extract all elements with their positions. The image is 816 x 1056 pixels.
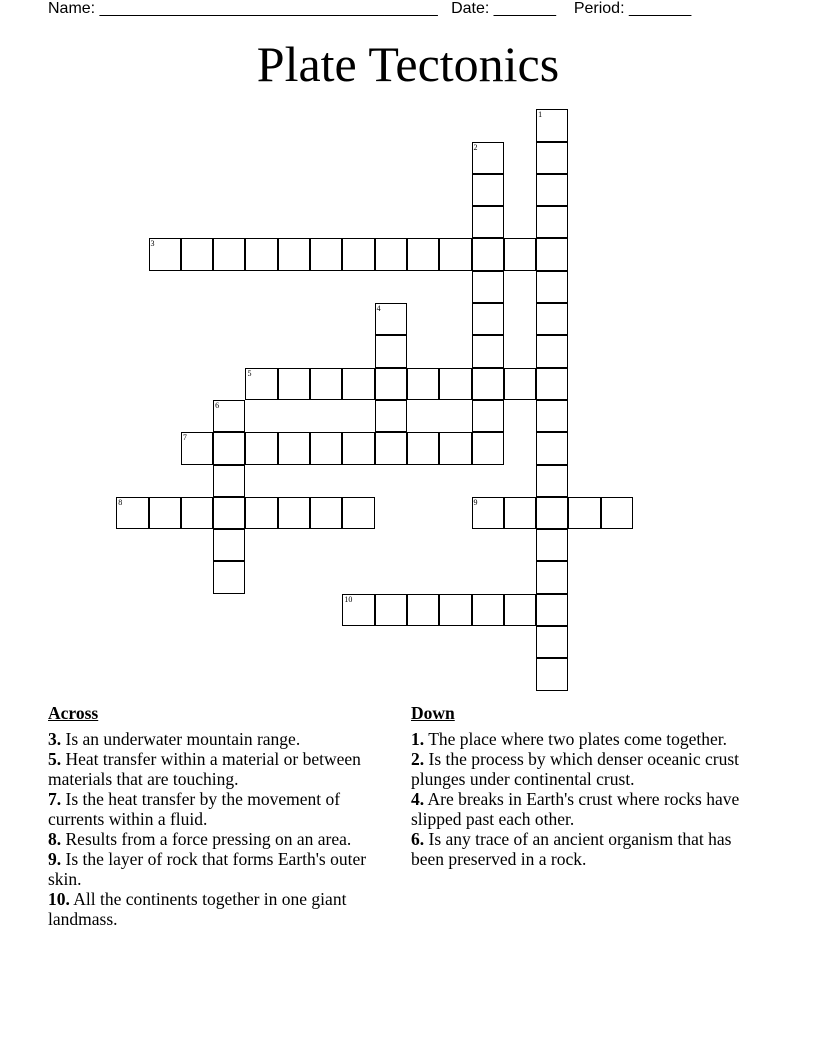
cell-number: 2 [473, 142, 478, 152]
clue-text: Is the process by which denser oceanic crust plunges under continental crust. [411, 749, 740, 789]
clue-text: All the continents together in one giant landmass. [48, 889, 347, 929]
grid-cell[interactable] [536, 271, 568, 303]
grid-cell[interactable] [213, 432, 245, 464]
grid-cell[interactable] [213, 529, 245, 561]
cell-number: 7 [182, 433, 187, 443]
grid-cell[interactable] [536, 658, 568, 690]
grid-cell[interactable] [536, 626, 568, 658]
grid-cell[interactable] [407, 432, 439, 464]
grid-cell[interactable] [245, 368, 277, 400]
grid-cell[interactable] [278, 497, 310, 529]
grid-cell[interactable] [213, 465, 245, 497]
grid-cell[interactable] [342, 238, 374, 270]
grid-cell[interactable] [181, 432, 213, 464]
across-clue [48, 849, 388, 889]
grid-cell[interactable] [245, 497, 277, 529]
grid-cell[interactable] [342, 594, 374, 626]
grid-cell[interactable] [116, 497, 148, 529]
grid-cell[interactable] [536, 529, 568, 561]
grid-cell[interactable] [245, 238, 277, 270]
grid-cell[interactable] [536, 368, 568, 400]
grid-cell[interactable] [278, 368, 310, 400]
grid-cell[interactable] [472, 594, 504, 626]
grid-cell[interactable] [375, 432, 407, 464]
grid-cell[interactable] [536, 561, 568, 593]
clue-number: 2. [411, 749, 425, 769]
cell-number: 4 [376, 304, 381, 314]
grid-cell[interactable] [472, 497, 504, 529]
grid-cell[interactable] [149, 497, 181, 529]
name-field[interactable]: Name: ______________________________________ [48, 0, 438, 17]
clue-number: 5. [48, 749, 62, 769]
grid-cell[interactable] [504, 238, 536, 270]
grid-cell[interactable] [310, 432, 342, 464]
grid-cell[interactable] [407, 594, 439, 626]
grid-cell[interactable] [568, 497, 600, 529]
grid-cell[interactable] [601, 497, 633, 529]
across-clues [48, 703, 388, 929]
grid-cell[interactable] [439, 594, 471, 626]
grid-cell[interactable] [439, 432, 471, 464]
grid-cell[interactable] [536, 335, 568, 367]
grid-cell[interactable] [245, 432, 277, 464]
grid-cell[interactable] [310, 238, 342, 270]
clue-text: Heat transfer within a material or between materials that are touching. [48, 749, 361, 789]
cell-number: 6 [215, 400, 220, 410]
clue-text: Results from a force pressing on an area. [65, 829, 352, 849]
clue-number: 6. [411, 829, 425, 849]
grid-cell[interactable] [439, 238, 471, 270]
clue-number: 3. [48, 729, 62, 749]
clue-text: Is the heat transfer by the movement of currents within a fluid. [48, 789, 341, 829]
grid-cell[interactable] [342, 432, 374, 464]
down-clues [411, 703, 751, 869]
clue-text: Is any trace of an ancient organism that has been preserved in a rock. [411, 829, 732, 869]
cell-number: 8 [118, 497, 123, 507]
grid-cell[interactable] [213, 561, 245, 593]
grid-cell[interactable] [407, 238, 439, 270]
grid-cell[interactable] [278, 432, 310, 464]
grid-cell[interactable] [504, 497, 536, 529]
grid-cell[interactable] [342, 497, 374, 529]
grid-cell[interactable] [472, 174, 504, 206]
grid-cell[interactable] [536, 497, 568, 529]
grid-cell[interactable] [310, 368, 342, 400]
grid-cell[interactable] [536, 465, 568, 497]
grid-cell[interactable] [181, 238, 213, 270]
grid-cell[interactable] [536, 400, 568, 432]
grid-cell[interactable] [181, 497, 213, 529]
across-clue [48, 789, 388, 829]
grid-cell[interactable] [472, 206, 504, 238]
clue-text: The place where two plates come together. [428, 729, 728, 749]
across-clue [48, 749, 388, 789]
grid-cell[interactable] [472, 335, 504, 367]
cell-number: 5 [247, 368, 252, 378]
clue-text: Is an underwater mountain range. [65, 729, 301, 749]
page-title: Plate Tectonics [256, 36, 560, 92]
grid-cell[interactable] [536, 303, 568, 335]
clue-number: 1. [411, 729, 425, 749]
grid-cell[interactable] [342, 368, 374, 400]
cell-number: 1 [538, 110, 543, 120]
grid-cell[interactable] [278, 238, 310, 270]
cell-number: 9 [473, 497, 478, 507]
grid-cell[interactable] [310, 497, 342, 529]
grid-cell[interactable] [375, 368, 407, 400]
clue-text: Are breaks in Earth's crust where rocks have slipped past each other. [411, 789, 740, 829]
grid-cell[interactable] [149, 238, 181, 270]
down-clue [411, 789, 751, 829]
grid-cell[interactable] [472, 400, 504, 432]
grid-cell[interactable] [472, 142, 504, 174]
grid-cell[interactable] [213, 497, 245, 529]
grid-cell[interactable] [213, 400, 245, 432]
grid-cell[interactable] [472, 238, 504, 270]
grid-cell[interactable] [375, 335, 407, 367]
grid-cell[interactable] [407, 368, 439, 400]
across-clue [48, 729, 388, 749]
grid-cell[interactable] [472, 271, 504, 303]
down-clue [411, 729, 751, 749]
grid-cell[interactable] [536, 142, 568, 174]
down-clue [411, 749, 751, 789]
grid-cell[interactable] [375, 594, 407, 626]
grid-cell[interactable] [375, 303, 407, 335]
clue-number: 8. [48, 829, 62, 849]
period-field[interactable]: Period: _______ [573, 0, 692, 17]
grid-cell[interactable] [504, 368, 536, 400]
down-clue [411, 829, 751, 869]
grid-cell[interactable] [536, 109, 568, 141]
grid-cell[interactable] [375, 238, 407, 270]
clue-number: 7. [48, 789, 62, 809]
grid-cell[interactable] [439, 368, 471, 400]
across-clue [48, 829, 388, 849]
grid-cell[interactable] [472, 368, 504, 400]
cell-number: 10 [344, 594, 353, 604]
grid-cell[interactable] [536, 238, 568, 270]
grid-cell[interactable] [213, 238, 245, 270]
grid-cell[interactable] [472, 303, 504, 335]
clue-text: Is the layer of rock that forms Earth's outer skin. [48, 849, 367, 889]
grid-cell[interactable] [504, 594, 536, 626]
down-heading: Down [411, 703, 455, 723]
grid-cell[interactable] [375, 400, 407, 432]
grid-cell[interactable] [536, 432, 568, 464]
grid-cell[interactable] [536, 174, 568, 206]
cell-number: 3 [150, 239, 155, 249]
across-heading: Across [48, 703, 99, 723]
clue-number: 9. [48, 849, 62, 869]
clue-number: 10. [48, 889, 70, 909]
across-clue [48, 889, 388, 929]
student-info-header [48, 0, 691, 18]
clue-number: 4. [411, 789, 425, 809]
grid-cell[interactable] [536, 594, 568, 626]
date-field[interactable]: Date: _______ [451, 0, 557, 17]
grid-cell[interactable] [536, 206, 568, 238]
grid-cell[interactable] [472, 432, 504, 464]
